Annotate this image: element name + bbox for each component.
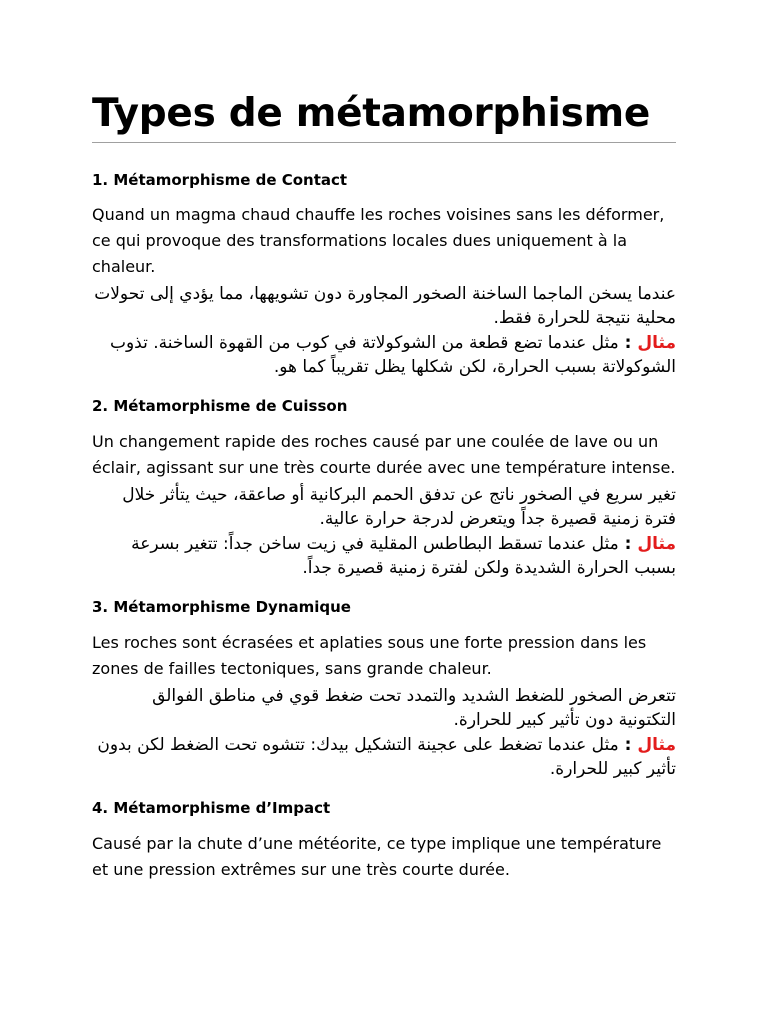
section-arabic-text: تغير سريع في الصخور ناتج عن تدفق الحمم البركانية أو صاعقة، حيث يتأثر خلال فترة زمنية قصيرة جداً ويتعرض لدرجة حرارة عالية. [122, 485, 676, 529]
example-text: مثل عندما تضع قطعة من الشوكولاتة في كوب من القهوة الساخنة. تذوب الشوكولاتة بسبب الحرارة، لكن شكلها يظل تقريباً كما هو. [109, 333, 676, 377]
section-contact [92, 167, 676, 379]
example-label: مثال [637, 735, 676, 755]
section-french-text: Les roches sont écrasées et aplaties sous une forte pression dans les zones de failles tectoniques, sans grande chaleur. [92, 633, 647, 678]
example-colon: : [618, 333, 638, 353]
example-colon: : [618, 735, 638, 755]
example-label: مثال [637, 534, 676, 554]
section-french-text: Un changement rapide des roches causé par une coulée de lave ou un éclair, agissant sur une très courte durée avec une température intense. [92, 432, 676, 477]
section-arabic-text: تتعرض الصخور للضغط الشديد والتمدد تحت ضغط قوي في مناطق الفوالق التكتونية دون تأثير كبير للحرارة. [152, 686, 676, 730]
document-page [92, 86, 676, 883]
example-text: مثل عندما تسقط البطاطس المقلية في زيت ساخن جداً: تتغير بسرعة بسبب الحرارة الشديدة ولكن لفترة زمنية قصيرة جداً. [131, 534, 676, 578]
section-french-text: Causé par la chute d’une météorite, ce type implique une température et une pression extrêmes sur une très courte durée. [92, 834, 662, 879]
section-example [92, 331, 676, 379]
example-label: مثال [637, 333, 676, 353]
page-title: Types de métamorphisme [92, 91, 650, 136]
section-heading: 2. Métamorphisme de Cuisson [92, 397, 348, 415]
section-cuisson [92, 393, 676, 580]
section-example [92, 733, 676, 781]
example-colon: : [618, 534, 638, 554]
section-arabic-text: عندما يسخن الماجما الساخنة الصخور المجاورة دون تشويهها، مما يؤدي إلى تحولات محلية نتيجة للحرارة فقط. [94, 284, 676, 328]
section-heading: 1. Métamorphisme de Contact [92, 171, 348, 189]
section-french-text: Quand un magma chaud chauffe les roches voisines sans les déformer, ce qui provoque des transformations locales dues uniquement à la chaleur. [92, 205, 665, 276]
section-dynamique [92, 594, 676, 781]
section-heading: 4. Métamorphisme d’Impact [92, 799, 331, 817]
example-text: مثل عندما تضغط على عجينة التشكيل بيدك: تتشوه تحت الضغط لكن بدون تأثير كبير للحرارة. [97, 735, 676, 779]
section-heading: 3. Métamorphisme Dynamique [92, 598, 351, 616]
title-divider [92, 142, 676, 143]
section-example [92, 532, 676, 580]
section-impact [92, 795, 676, 883]
